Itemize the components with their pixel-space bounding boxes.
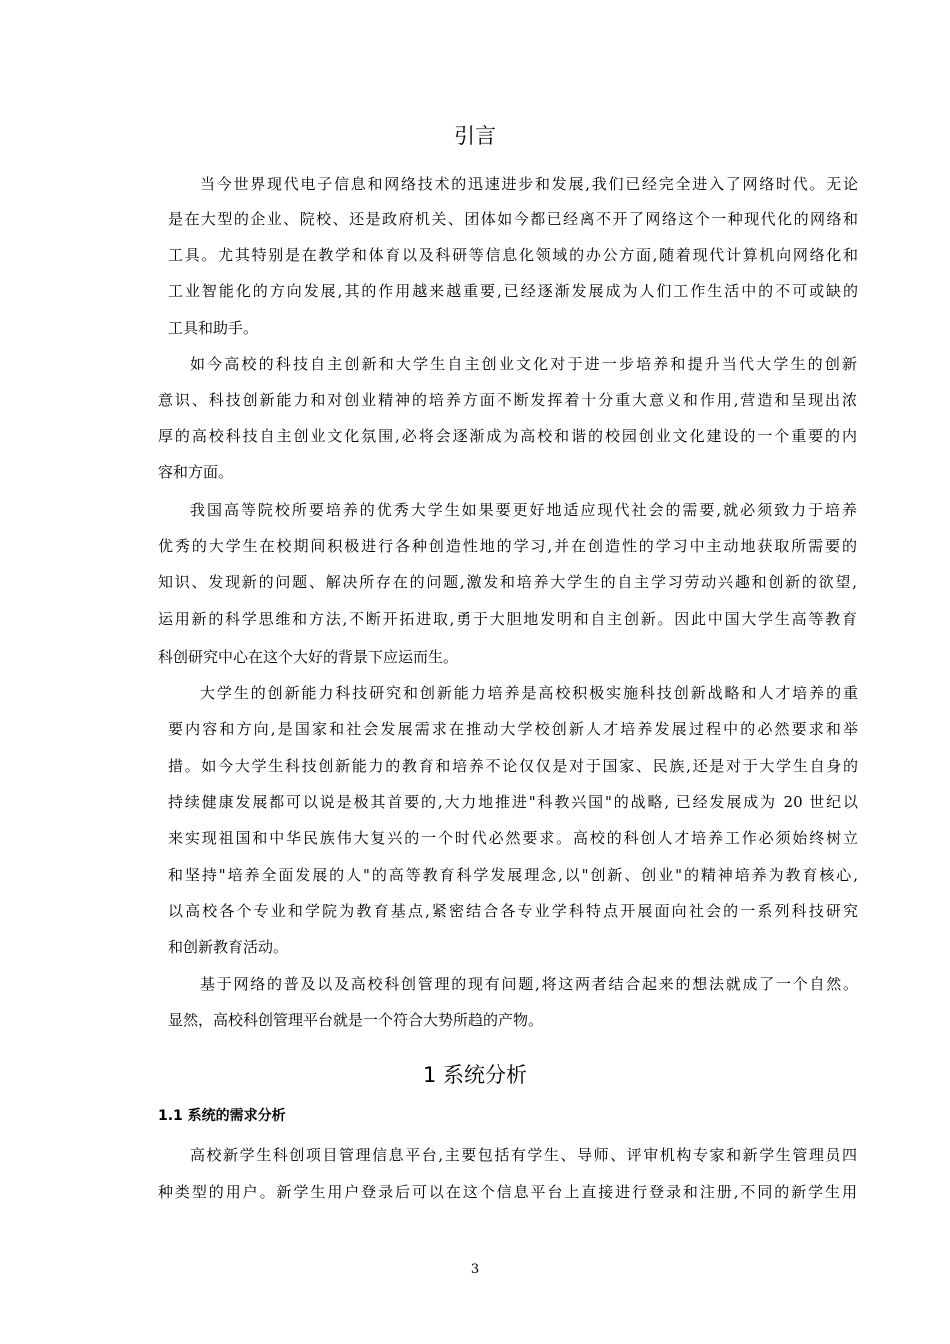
paragraph-line: 持续健康发展都可以说是极其首要的,大力地推进"科教兴国"的战略, 已经发展成为 20 世纪以 <box>168 793 858 811</box>
paragraph-line: 大学生的创新能力科技研究和创新能力培养是高校积极实施科技创新战略和人才培养的重 <box>200 684 858 702</box>
paragraph-line: 容和方面。 <box>158 463 234 481</box>
subsection-title: 1.1 系统的需求分析 <box>158 1108 286 1124</box>
paragraph-line: 知识、发现新的问题、解决所存在的问题,激发和培养大学生的自主学习劳动兴趣和创新的欲望, <box>158 573 857 591</box>
paragraph-line: 科创研究中心在这个大好的背景下应运而生。 <box>158 648 459 666</box>
paragraph-line: 运用新的科学思维和方法,不断开拓进取,勇于大胆地发明和自主创新。因此中国大学生高等教育 <box>158 610 857 628</box>
paragraph-line: 工业智能化的方向发展,其的作用越来越重要,已经逐渐发展成为人们工作生活中的不可或缺的 <box>168 282 858 300</box>
page-number: 3 <box>470 1262 480 1277</box>
paragraph-line: 种类型的用户。新学生用户登录后可以在这个信息平台上直接进行登录和注册,不同的新学生用 <box>158 1183 857 1201</box>
paragraph-line: 厚的高校科技自主创业文化氛围,必将会逐渐成为高校和谐的校园创业文化建设的一个重要的内 <box>158 427 857 445</box>
paragraph-line: 措。如今大学生科技创新能力的教育和培养不论仅仅是对于国家、民族,还是对于大学生自身的 <box>168 757 858 775</box>
paragraph-line: 如今高校的科技自主创新和大学生自主创业文化对于进一步培养和提升当代大学生的创新 <box>190 355 857 373</box>
paragraph-line: 我国高等院校所要培养的优秀大学生如果要更好地适应现代社会的需要,就必须致力于培养 <box>190 501 857 519</box>
paragraph-line: 高校新学生科创项目管理信息平台,主要包括有学生、导师、评审机构专家和新学生管理员四 <box>190 1146 857 1164</box>
paragraph-line: 和创新教育活动。 <box>168 938 289 956</box>
paragraph-line: 意识、科技创新能力和对创业精神的培养方面不断发挥着十分重大意义和作用,营造和呈现出浓 <box>158 391 857 409</box>
section-title-intro: 引言 <box>454 124 496 148</box>
paragraph-line: 优秀的大学生在校期间积极进行各种创造性地的学习,并在创造性的学习中主动地获取所需要的 <box>158 537 857 555</box>
paragraph-line: 工具和助手。 <box>168 319 259 337</box>
paragraph-line: 要内容和方向,是国家和社会发展需求在推动大学校创新人才培养发展过程中的必然要求和举 <box>168 720 858 738</box>
paragraph-line: 以高校各个专业和学院为教育基点,紧密结合各专业学科特点开展面向社会的一系列科技研究 <box>168 902 858 920</box>
paragraph-line: 工具。尤其特别是在教学和体育以及科研等信息化领域的办公方面,随着现代计算机向网络化和 <box>168 246 858 264</box>
paragraph-line: 来实现祖国和中华民族伟大复兴的一个时代必然要求。高校的科创人才培养工作必须始终树立 <box>168 829 858 847</box>
chapter-title: 1 系统分析 <box>422 1063 528 1087</box>
paragraph-line: 和坚持"培养全面发展的人"的高等教育科学发展理念,以"创新、创业"的精神培养为教育核心, <box>168 866 858 884</box>
paragraph-line: 基于网络的普及以及高校科创管理的现有问题,将这两者结合起来的想法就成了一个自然。 <box>200 975 858 993</box>
paragraph-line: 显然，高校科创管理平台就是一个符合大势所趋的产物。 <box>168 1011 544 1029</box>
paragraph-line: 当今世界现代电子信息和网络技术的迅速进步和发展,我们已经完全进入了网络时代。无论 <box>200 175 858 193</box>
paragraph-line: 是在大型的企业、院校、还是政府机关、团体如今都已经离不开了网络这个一种现代化的网络和 <box>168 210 858 228</box>
